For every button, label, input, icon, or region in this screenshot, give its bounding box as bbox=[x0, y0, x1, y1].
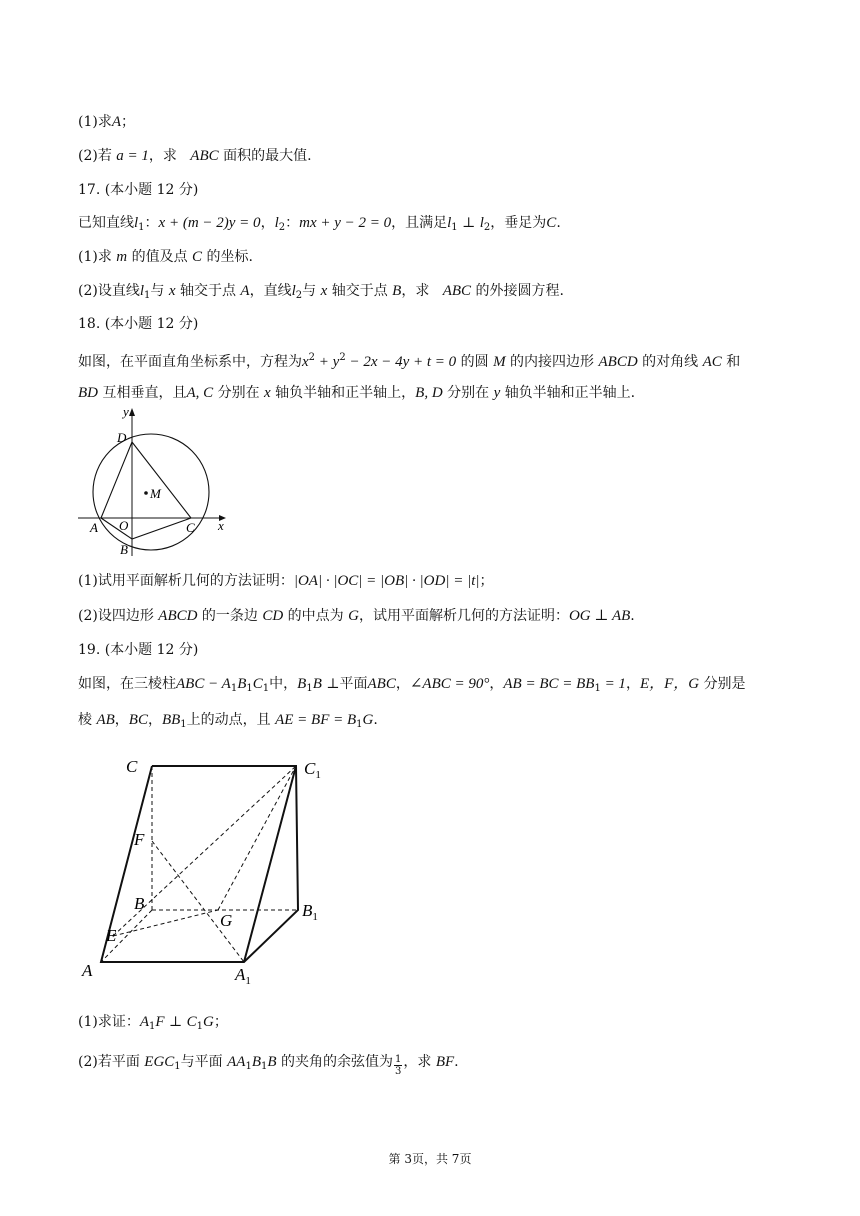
q19-part2: (2)若平面 $EGC_1$与平面 $AA_1B_1B$ 的夹角的余弦值为 $\frac{1}{3}$ ，求 BF. bbox=[78, 1054, 459, 1077]
point-D-label: D bbox=[117, 430, 127, 445]
q18-part1: (1)试用平面解析几何的方法证明：|OA| · |OC| = |OB| · |OD| = |t|； bbox=[78, 573, 494, 589]
vertex-B1-label: $B_1$ bbox=[302, 901, 318, 923]
vertex-C-label: C bbox=[126, 757, 138, 776]
q19-header: 19. (本小题 12 分) bbox=[78, 642, 199, 658]
point-M-label: M bbox=[150, 486, 161, 501]
q16-part2: (2)若 a = 1，求 ABC 面积的最大值. bbox=[78, 148, 312, 164]
point-C-label: C bbox=[186, 520, 195, 535]
vertex-C1-label: $C_1$ bbox=[304, 759, 321, 781]
q17-part2: (2)设直线$l_1$与 x 轴交于点 A，直线$l_2$与 x 轴交于点 B，求 ABC 的外接圆方程. bbox=[78, 283, 564, 301]
q18-part2: (2)设四边形 ABCD 的一条边 CD 的中点为 G，试用平面解析几何的方法证明：OG ⊥ AB. bbox=[78, 608, 635, 624]
point-E-label: E bbox=[106, 926, 117, 945]
q19-stem-line1: 如图，在三棱柱ABC − $A_1B_1C_1$中，$B_1B$ ⊥平面ABC，∠ABC = 90°，AB = BC = $BB_1 = 1$，E，F，G 分别是 bbox=[78, 676, 746, 694]
origin-O-label: O bbox=[119, 518, 129, 533]
vertex-A-label: A bbox=[82, 961, 93, 980]
q16-part1: (1)求A； bbox=[78, 114, 136, 130]
q18-header: 18. (本小题 12 分) bbox=[78, 316, 199, 332]
q18-stem-line2: BD 互相垂直，且A, C 分别在 x 轴负半轴和正半轴上，B, D 分别在 y 轴负半轴和正半轴上. bbox=[78, 385, 636, 401]
vertex-B-label: B bbox=[134, 894, 145, 913]
axis-x-label: x bbox=[218, 518, 224, 533]
q19-part1: (1)求证：$A_1F$ ⊥ $C_1G$； bbox=[78, 1014, 228, 1032]
q17-stem: 已知直线$l_1$：x + (m − 2)y = 0，$l_2$：mx + y − 2 = 0，且满足$l_1$ ⊥ $l_2$，垂足为C. bbox=[78, 215, 561, 233]
q17-header: 17. (本小题 12 分) bbox=[78, 182, 199, 198]
fraction-one-third: $\frac{1}{3}$ bbox=[395, 1054, 402, 1077]
vertex-A1-label: $A_1$ bbox=[235, 965, 251, 987]
q19-stem-line2: 棱 AB，BC，$BB_1$上的动点，且 AE = BF = $B_1G$. bbox=[78, 712, 378, 730]
q19-prism-figure bbox=[76, 748, 346, 988]
page-footer: 第 3页，共 7页 bbox=[388, 1152, 472, 1166]
axis-y-label: y bbox=[123, 404, 129, 419]
q17-part1: (1)求 m 的值及点 C 的坐标. bbox=[78, 249, 253, 265]
q18-circle-figure bbox=[74, 404, 234, 560]
point-A-label: A bbox=[90, 520, 98, 535]
point-G-label: G bbox=[220, 911, 233, 930]
point-F-label: F bbox=[134, 830, 145, 849]
q18-stem-line1: 如图，在平面直角坐标系中，方程为$x^2 + y^2 - 2x - 4y + t = 0$ 的圆 M 的内接四边形 ABCD 的对角线 AC 和 bbox=[78, 352, 741, 370]
point-B-label: B bbox=[120, 542, 128, 557]
